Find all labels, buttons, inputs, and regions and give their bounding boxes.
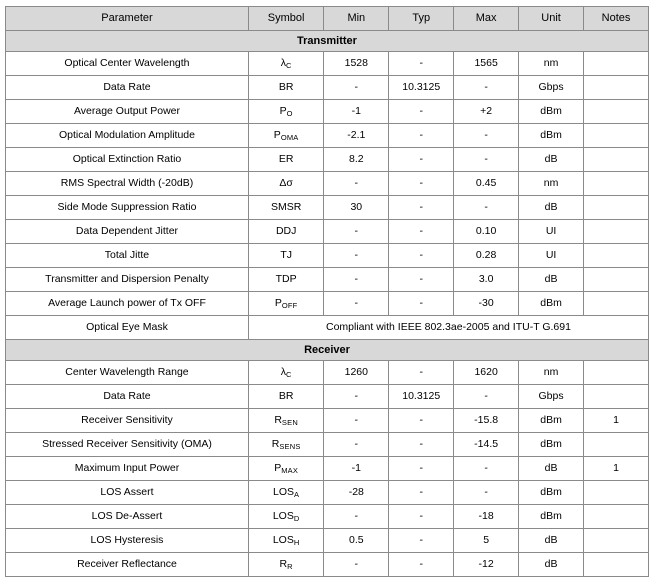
cell-parameter: Data Rate	[6, 385, 249, 409]
symbol-base: λ	[280, 365, 286, 378]
symbol-subscript: C	[285, 369, 292, 379]
cell-notes	[584, 481, 649, 505]
cell-symbol	[248, 481, 323, 505]
cell-parameter: Total Jitte	[6, 244, 249, 268]
cell-min: -28	[324, 481, 389, 505]
symbol-subscript: H	[293, 537, 300, 547]
table-row-wide	[6, 316, 649, 340]
cell-typ: -	[389, 457, 454, 481]
cell-notes	[584, 244, 649, 268]
cell-typ: -	[389, 529, 454, 553]
symbol-base: TDP	[275, 272, 297, 285]
cell-parameter: RMS Spectral Width (-20dB)	[6, 172, 249, 196]
symbol-subscript: SEN	[281, 417, 298, 427]
cell-typ: -	[389, 220, 454, 244]
cell-typ: 10.3125	[389, 385, 454, 409]
cell-notes: 1	[584, 409, 649, 433]
cell-min: -	[324, 76, 389, 100]
cell-min: -	[324, 505, 389, 529]
symbol-subscript: O	[286, 108, 293, 118]
symbol-subscript: C	[285, 60, 292, 70]
cell-typ: 10.3125	[389, 76, 454, 100]
table-row	[6, 409, 649, 433]
symbol-base: LOS	[272, 509, 294, 522]
cell-max: -	[454, 385, 519, 409]
cell-symbol	[248, 505, 323, 529]
cell-notes	[584, 292, 649, 316]
cell-parameter: LOS Assert	[6, 481, 249, 505]
section-header-row	[6, 340, 649, 361]
symbol-base: R	[271, 437, 280, 450]
table-row	[6, 505, 649, 529]
cell-unit: dBm	[519, 292, 584, 316]
cell-symbol	[248, 124, 323, 148]
cell-parameter: Data Rate	[6, 76, 249, 100]
cell-compliance-statement: Compliant with IEEE 802.3ae-2005 and ITU-T G.691	[248, 316, 648, 340]
table-row	[6, 244, 649, 268]
cell-symbol	[248, 457, 323, 481]
cell-parameter: Optical Modulation Amplitude	[6, 124, 249, 148]
cell-parameter: Data Dependent Jitter	[6, 220, 249, 244]
cell-unit: dBm	[519, 100, 584, 124]
cell-notes	[584, 433, 649, 457]
cell-min: -	[324, 172, 389, 196]
cell-unit: dBm	[519, 505, 584, 529]
cell-symbol	[248, 433, 323, 457]
column-header-min: Min	[324, 7, 389, 31]
cell-max: -	[454, 481, 519, 505]
cell-symbol	[248, 52, 323, 76]
cell-typ: -	[389, 361, 454, 385]
table-row	[6, 268, 649, 292]
cell-parameter: Average Launch power of Tx OFF	[6, 292, 249, 316]
column-header-symbol: Symbol	[248, 7, 323, 31]
cell-symbol	[248, 529, 323, 553]
cell-unit: dBm	[519, 433, 584, 457]
symbol-base: TJ	[280, 248, 292, 261]
symbol-base: BR	[278, 389, 294, 402]
table-row	[6, 481, 649, 505]
cell-symbol	[248, 268, 323, 292]
cell-notes	[584, 172, 649, 196]
symbol-base: P	[279, 104, 287, 117]
cell-parameter: Optical Center Wavelength	[6, 52, 249, 76]
cell-min: -1	[324, 100, 389, 124]
cell-notes	[584, 148, 649, 172]
cell-max: -12	[454, 553, 519, 577]
cell-unit: nm	[519, 172, 584, 196]
cell-min: -	[324, 433, 389, 457]
symbol-base: BR	[278, 80, 294, 93]
table-row	[6, 172, 649, 196]
table-row	[6, 361, 649, 385]
cell-parameter: Average Output Power	[6, 100, 249, 124]
cell-notes	[584, 220, 649, 244]
cell-unit: UI	[519, 220, 584, 244]
cell-max: 5	[454, 529, 519, 553]
cell-min: -2.1	[324, 124, 389, 148]
cell-parameter: Optical Extinction Ratio	[6, 148, 249, 172]
cell-unit: dB	[519, 457, 584, 481]
cell-max: -	[454, 196, 519, 220]
table-header	[6, 7, 649, 31]
cell-symbol	[248, 409, 323, 433]
optical-specifications-table	[5, 6, 649, 577]
table-row	[6, 100, 649, 124]
cell-symbol	[248, 196, 323, 220]
cell-min: -	[324, 409, 389, 433]
cell-unit: dBm	[519, 124, 584, 148]
symbol-base: DDJ	[275, 224, 297, 237]
section-title: Receiver	[6, 340, 649, 361]
cell-unit: dB	[519, 268, 584, 292]
section-title: Transmitter	[6, 31, 649, 52]
cell-symbol	[248, 76, 323, 100]
cell-typ: -	[389, 409, 454, 433]
table-row	[6, 457, 649, 481]
cell-max: 1565	[454, 52, 519, 76]
table-row	[6, 76, 649, 100]
cell-notes	[584, 124, 649, 148]
cell-unit: Gbps	[519, 76, 584, 100]
table-row	[6, 220, 649, 244]
table-row	[6, 433, 649, 457]
cell-min: 1528	[324, 52, 389, 76]
symbol-base: R	[279, 557, 288, 570]
column-header-notes: Notes	[584, 7, 649, 31]
cell-symbol	[248, 172, 323, 196]
column-header-max: Max	[454, 7, 519, 31]
cell-notes	[584, 361, 649, 385]
cell-parameter: Receiver Sensitivity	[6, 409, 249, 433]
cell-min: -1	[324, 457, 389, 481]
cell-parameter: Optical Eye Mask	[6, 316, 249, 340]
cell-max: +2	[454, 100, 519, 124]
cell-max: 1620	[454, 361, 519, 385]
symbol-base: LOS	[273, 485, 295, 498]
cell-symbol	[248, 100, 323, 124]
cell-parameter: Maximum Input Power	[6, 457, 249, 481]
cell-typ: -	[389, 433, 454, 457]
symbol-base: P	[274, 461, 282, 474]
cell-typ: -	[389, 196, 454, 220]
cell-min: 8.2	[324, 148, 389, 172]
cell-parameter: Stressed Receiver Sensitivity (OMA)	[6, 433, 249, 457]
cell-unit: nm	[519, 52, 584, 76]
cell-unit: dB	[519, 529, 584, 553]
cell-unit: UI	[519, 244, 584, 268]
cell-symbol	[248, 244, 323, 268]
cell-typ: -	[389, 505, 454, 529]
cell-notes	[584, 385, 649, 409]
cell-min: -	[324, 244, 389, 268]
cell-symbol	[248, 385, 323, 409]
table-row	[6, 529, 649, 553]
cell-typ: -	[389, 172, 454, 196]
cell-parameter: Receiver Reflectance	[6, 553, 249, 577]
symbol-subscript: SENS	[279, 441, 301, 451]
cell-typ: -	[389, 52, 454, 76]
section-header-row	[6, 31, 649, 52]
cell-max: -	[454, 124, 519, 148]
cell-typ: -	[389, 244, 454, 268]
symbol-subscript: MAX	[281, 465, 299, 475]
symbol-subscript: R	[287, 561, 293, 571]
symbol-base: R	[274, 413, 282, 426]
table-row	[6, 124, 649, 148]
cell-max: -	[454, 148, 519, 172]
cell-typ: -	[389, 124, 454, 148]
cell-max: -18	[454, 505, 519, 529]
cell-unit: nm	[519, 361, 584, 385]
cell-unit: dBm	[519, 409, 584, 433]
cell-notes	[584, 268, 649, 292]
symbol-base: Δσ	[279, 176, 293, 189]
cell-symbol	[248, 553, 323, 577]
symbol-base: ER	[278, 152, 294, 165]
cell-parameter: Center Wavelength Range	[6, 361, 249, 385]
table-row	[6, 196, 649, 220]
table-row	[6, 148, 649, 172]
cell-typ: -	[389, 100, 454, 124]
cell-parameter: LOS De-Assert	[6, 505, 249, 529]
table-body	[6, 31, 649, 577]
cell-max: -14.5	[454, 433, 519, 457]
cell-max: 0.28	[454, 244, 519, 268]
cell-notes: 1	[584, 457, 649, 481]
cell-max: -	[454, 76, 519, 100]
cell-notes	[584, 100, 649, 124]
header-row	[6, 7, 649, 31]
cell-unit: Gbps	[519, 385, 584, 409]
cell-unit: dBm	[519, 481, 584, 505]
cell-parameter: Side Mode Suppression Ratio	[6, 196, 249, 220]
column-header-parameter: Parameter	[6, 7, 249, 31]
cell-typ: -	[389, 292, 454, 316]
column-header-typ: Typ	[389, 7, 454, 31]
cell-symbol	[248, 148, 323, 172]
cell-parameter: Transmitter and Dispersion Penalty	[6, 268, 249, 292]
cell-symbol	[248, 292, 323, 316]
cell-min: -	[324, 553, 389, 577]
cell-unit: dB	[519, 148, 584, 172]
cell-max: -15.8	[454, 409, 519, 433]
symbol-subscript: D	[293, 513, 300, 523]
cell-min: 30	[324, 196, 389, 220]
cell-typ: -	[389, 268, 454, 292]
symbol-base: LOS	[272, 533, 294, 546]
cell-min: -	[324, 292, 389, 316]
cell-max: 3.0	[454, 268, 519, 292]
symbol-subscript: OMA	[280, 132, 299, 142]
cell-notes	[584, 553, 649, 577]
cell-symbol	[248, 220, 323, 244]
cell-notes	[584, 52, 649, 76]
symbol-base: λ	[280, 56, 286, 69]
cell-min: 1260	[324, 361, 389, 385]
cell-symbol	[248, 361, 323, 385]
symbol-base: P	[274, 296, 282, 309]
cell-min: 0.5	[324, 529, 389, 553]
table-row	[6, 385, 649, 409]
symbol-base: SMSR	[270, 200, 302, 213]
cell-unit: dB	[519, 553, 584, 577]
table-row	[6, 292, 649, 316]
cell-max: 0.45	[454, 172, 519, 196]
cell-notes	[584, 505, 649, 529]
symbol-subscript: OFF	[281, 300, 298, 310]
cell-min: -	[324, 268, 389, 292]
cell-typ: -	[389, 553, 454, 577]
cell-notes	[584, 529, 649, 553]
symbol-base: P	[273, 128, 281, 141]
symbol-subscript: A	[294, 489, 300, 499]
cell-parameter: LOS Hysteresis	[6, 529, 249, 553]
table-row	[6, 553, 649, 577]
cell-typ: -	[389, 148, 454, 172]
cell-unit: dB	[519, 196, 584, 220]
cell-max: -	[454, 457, 519, 481]
cell-notes	[584, 196, 649, 220]
cell-max: -30	[454, 292, 519, 316]
cell-min: -	[324, 385, 389, 409]
cell-typ: -	[389, 481, 454, 505]
cell-min: -	[324, 220, 389, 244]
table-row	[6, 52, 649, 76]
cell-notes	[584, 76, 649, 100]
cell-max: 0.10	[454, 220, 519, 244]
column-header-unit: Unit	[519, 7, 584, 31]
